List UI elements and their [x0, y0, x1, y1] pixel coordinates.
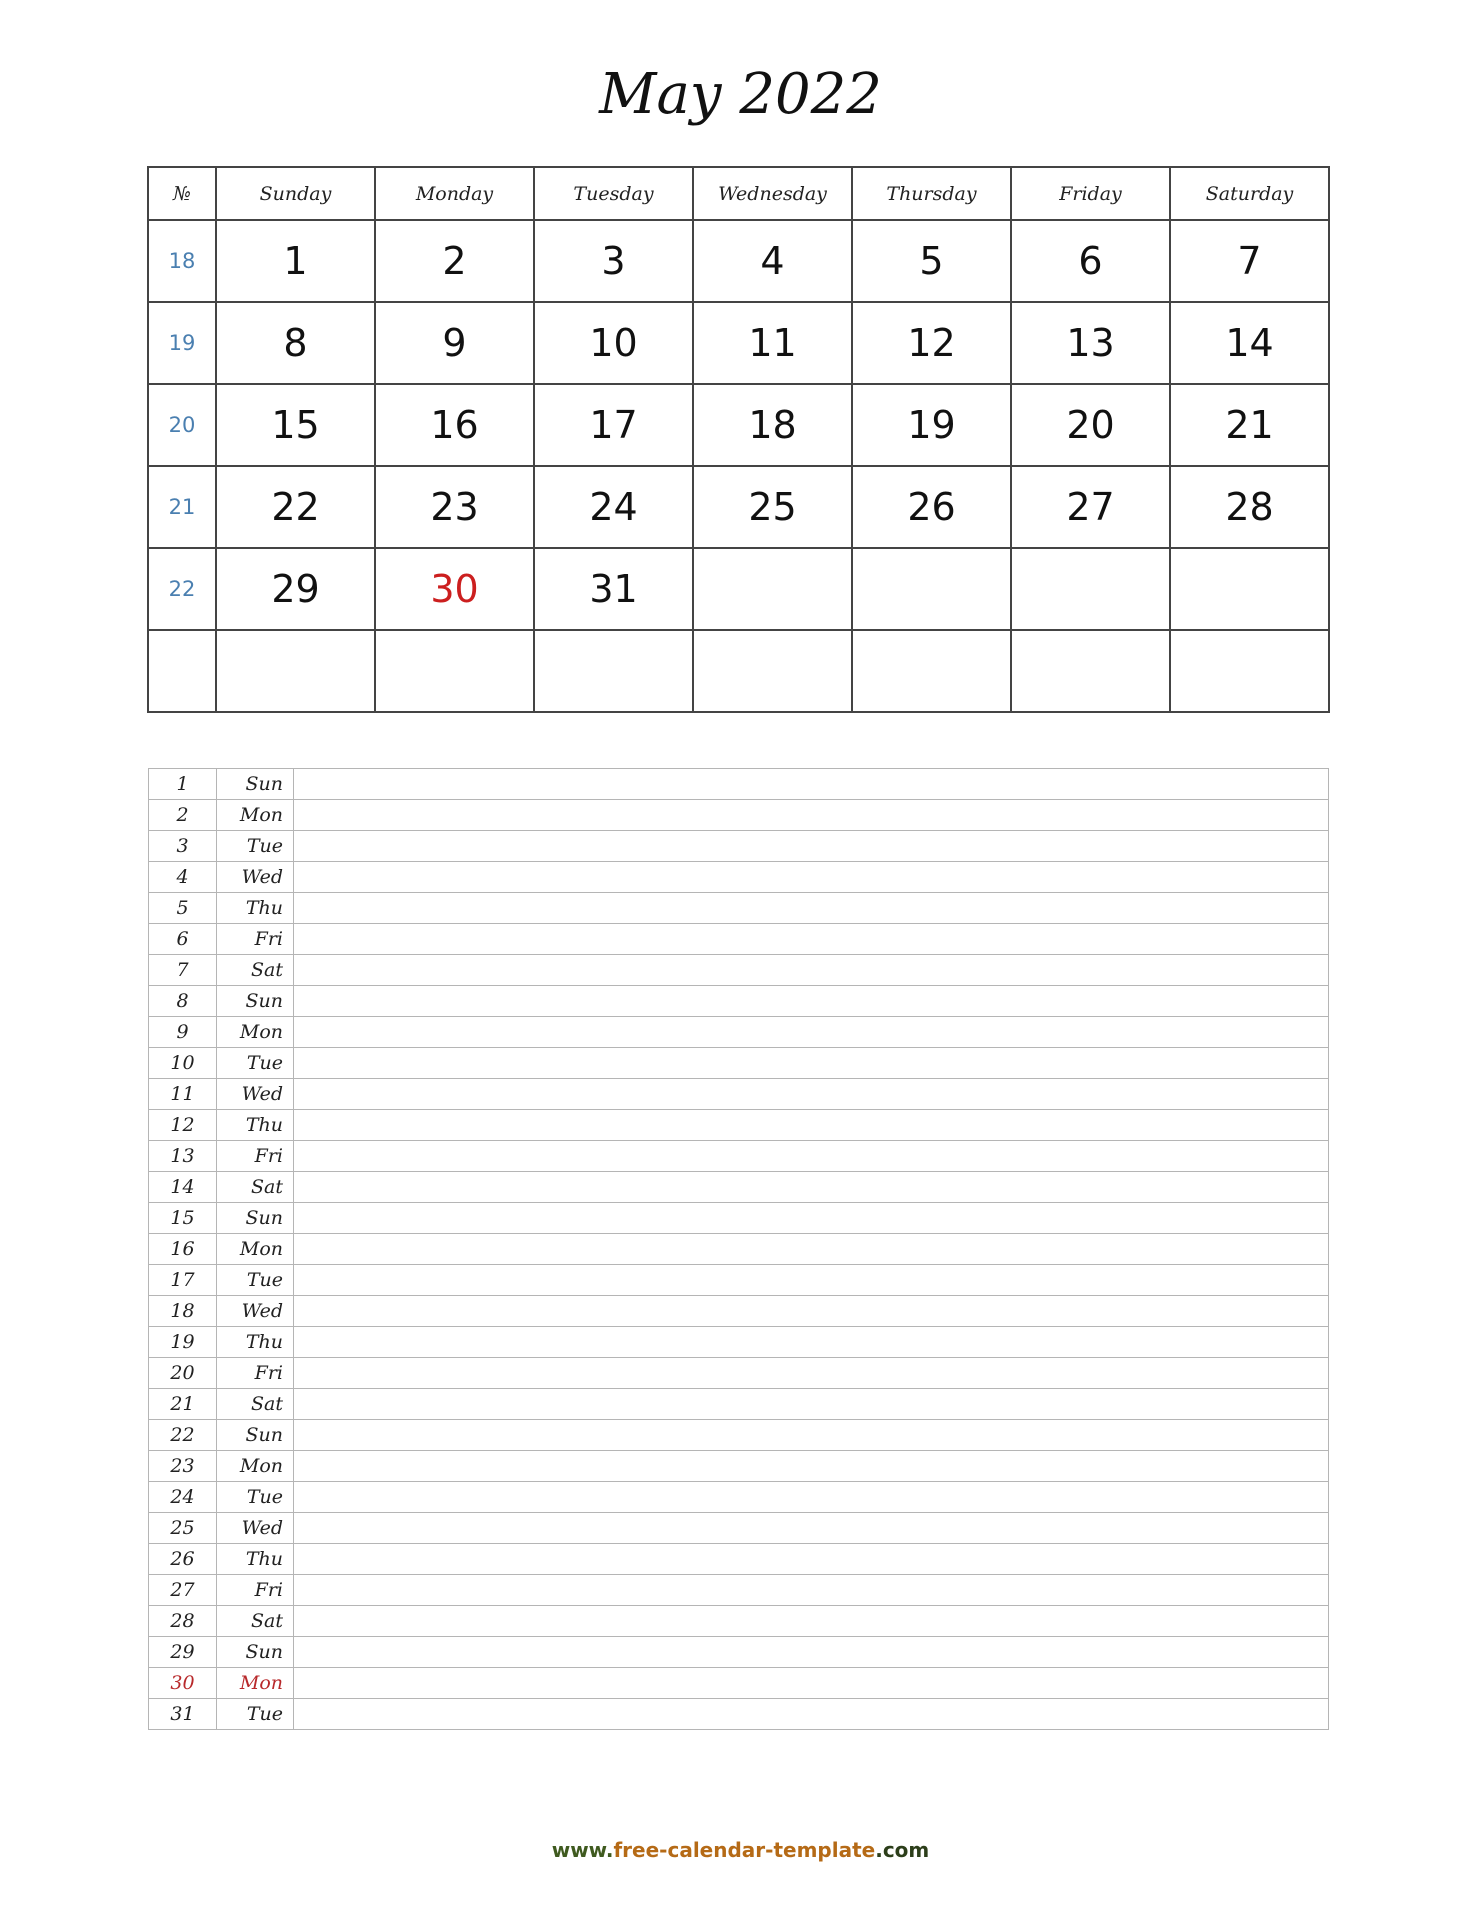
list-day-number: 21 — [149, 1389, 217, 1420]
day-cell: 2 — [375, 220, 534, 302]
list-day-number: 2 — [149, 800, 217, 831]
calendar-title: May 2022 — [599, 62, 882, 127]
list-weekday-name: Wed — [217, 1296, 294, 1327]
list-weekday-name: Thu — [217, 1110, 294, 1141]
list-item — [149, 1327, 1329, 1358]
list-item — [149, 924, 1329, 955]
empty-day-cell — [852, 630, 1011, 712]
list-item — [149, 1606, 1329, 1637]
list-day-number: 30 — [149, 1668, 217, 1699]
list-weekday-name: Thu — [217, 1544, 294, 1575]
list-item — [149, 1203, 1329, 1234]
list-day-number: 15 — [149, 1203, 217, 1234]
empty-day-cell — [534, 630, 693, 712]
note-line[interactable] — [294, 1048, 1329, 1079]
list-weekday-name: Tue — [217, 1048, 294, 1079]
note-line[interactable] — [294, 1079, 1329, 1110]
list-item — [149, 1265, 1329, 1296]
list-weekday-name: Sat — [217, 1606, 294, 1637]
footer-prefix: www. — [551, 1838, 614, 1862]
list-weekday-name: Mon — [217, 1668, 294, 1699]
list-weekday-name: Sun — [217, 1420, 294, 1451]
empty-day-cell — [852, 548, 1011, 630]
list-day-number: 12 — [149, 1110, 217, 1141]
note-line[interactable] — [294, 1172, 1329, 1203]
list-weekday-name: Sun — [217, 769, 294, 800]
day-cell: 5 — [852, 220, 1011, 302]
note-line[interactable] — [294, 1482, 1329, 1513]
note-line[interactable] — [294, 986, 1329, 1017]
list-item — [149, 1482, 1329, 1513]
list-weekday-name: Thu — [217, 893, 294, 924]
day-cell: 17 — [534, 384, 693, 466]
list-item — [149, 862, 1329, 893]
list-weekday-name: Sun — [217, 1203, 294, 1234]
list-day-number: 4 — [149, 862, 217, 893]
note-line[interactable] — [294, 800, 1329, 831]
list-day-number: 24 — [149, 1482, 217, 1513]
weekday-header-saturday: Saturday — [1170, 167, 1329, 220]
weekday-header-monday: Monday — [375, 167, 534, 220]
day-cell: 31 — [534, 548, 693, 630]
list-weekday-name: Wed — [217, 1079, 294, 1110]
list-day-number: 20 — [149, 1358, 217, 1389]
list-day-number: 19 — [149, 1327, 217, 1358]
list-item — [149, 1358, 1329, 1389]
day-cell: 23 — [375, 466, 534, 548]
note-line[interactable] — [294, 1668, 1329, 1699]
day-cell: 11 — [693, 302, 852, 384]
note-line[interactable] — [294, 862, 1329, 893]
list-day-number: 13 — [149, 1141, 217, 1172]
list-day-number: 14 — [149, 1172, 217, 1203]
day-cell: 21 — [1170, 384, 1329, 466]
list-weekday-name: Sat — [217, 1389, 294, 1420]
day-cell: 4 — [693, 220, 852, 302]
list-weekday-name: Sat — [217, 1172, 294, 1203]
empty-day-cell — [693, 630, 852, 712]
list-day-number: 18 — [149, 1296, 217, 1327]
note-line[interactable] — [294, 893, 1329, 924]
daily-notes-body — [149, 769, 1329, 1730]
note-line[interactable] — [294, 1637, 1329, 1668]
list-item — [149, 769, 1329, 800]
day-cell: 20 — [1011, 384, 1170, 466]
list-day-number: 7 — [149, 955, 217, 986]
note-line[interactable] — [294, 924, 1329, 955]
day-cell: 14 — [1170, 302, 1329, 384]
list-day-number: 16 — [149, 1234, 217, 1265]
list-weekday-name: Fri — [217, 1358, 294, 1389]
list-item — [149, 986, 1329, 1017]
list-day-number: 5 — [149, 893, 217, 924]
day-cell: 29 — [216, 548, 375, 630]
list-item — [149, 1141, 1329, 1172]
list-day-number: 23 — [149, 1451, 217, 1482]
empty-day-cell — [1170, 630, 1329, 712]
list-item — [149, 1513, 1329, 1544]
note-line[interactable] — [294, 1451, 1329, 1482]
weekday-header-tuesday: Tuesday — [534, 167, 693, 220]
list-item — [149, 1637, 1329, 1668]
list-day-number: 10 — [149, 1048, 217, 1079]
list-item — [149, 831, 1329, 862]
note-line[interactable] — [294, 1203, 1329, 1234]
day-cell: 22 — [216, 466, 375, 548]
footer-website — [0, 1838, 1481, 1862]
list-day-number: 1 — [149, 769, 217, 800]
note-line[interactable] — [294, 1575, 1329, 1606]
daily-notes-list — [148, 768, 1329, 1730]
note-line[interactable] — [294, 1327, 1329, 1358]
list-item — [149, 1048, 1329, 1079]
list-weekday-name: Fri — [217, 1575, 294, 1606]
week-number: 22 — [148, 548, 216, 630]
note-line[interactable] — [294, 1358, 1329, 1389]
weekday-header-friday: Friday — [1011, 167, 1170, 220]
list-weekday-name: Fri — [217, 1141, 294, 1172]
note-line[interactable] — [294, 1017, 1329, 1048]
list-day-number: 8 — [149, 986, 217, 1017]
footer-suffix: .com — [875, 1838, 930, 1862]
empty-day-cell — [375, 630, 534, 712]
note-line[interactable] — [294, 1265, 1329, 1296]
list-weekday-name: Mon — [217, 1234, 294, 1265]
list-day-number: 22 — [149, 1420, 217, 1451]
list-item — [149, 1172, 1329, 1203]
day-cell: 26 — [852, 466, 1011, 548]
list-day-number: 6 — [149, 924, 217, 955]
list-weekday-name: Tue — [217, 1482, 294, 1513]
weekday-header-sunday: Sunday — [216, 167, 375, 220]
note-line[interactable] — [294, 1141, 1329, 1172]
note-line[interactable] — [294, 1110, 1329, 1141]
list-day-number: 17 — [149, 1265, 217, 1296]
week-row — [148, 630, 1329, 712]
list-weekday-name: Sun — [217, 1637, 294, 1668]
list-weekday-name: Wed — [217, 1513, 294, 1544]
day-cell: 3 — [534, 220, 693, 302]
day-cell: 9 — [375, 302, 534, 384]
list-weekday-name: Mon — [217, 800, 294, 831]
week-row — [148, 302, 1329, 384]
list-item — [149, 800, 1329, 831]
day-cell: 6 — [1011, 220, 1170, 302]
note-line[interactable] — [294, 1296, 1329, 1327]
week-number — [148, 630, 216, 712]
list-day-number: 9 — [149, 1017, 217, 1048]
list-day-number: 27 — [149, 1575, 217, 1606]
note-line[interactable] — [294, 955, 1329, 986]
empty-day-cell — [1170, 548, 1329, 630]
weekday-header-wednesday: Wednesday — [693, 167, 852, 220]
list-item — [149, 1420, 1329, 1451]
day-cell: 16 — [375, 384, 534, 466]
day-cell: 13 — [1011, 302, 1170, 384]
list-weekday-name: Fri — [217, 924, 294, 955]
weekday-header-row — [148, 167, 1329, 220]
list-day-number: 25 — [149, 1513, 217, 1544]
note-line[interactable] — [294, 1699, 1329, 1730]
list-weekday-name: Mon — [217, 1451, 294, 1482]
list-day-number: 28 — [149, 1606, 217, 1637]
note-line[interactable] — [294, 1544, 1329, 1575]
note-line[interactable] — [294, 769, 1329, 800]
note-line[interactable] — [294, 1234, 1329, 1265]
day-cell: 12 — [852, 302, 1011, 384]
list-item — [149, 1668, 1329, 1699]
list-weekday-name: Sat — [217, 955, 294, 986]
day-cell: 7 — [1170, 220, 1329, 302]
day-cell: 18 — [693, 384, 852, 466]
list-item — [149, 1575, 1329, 1606]
list-item — [149, 1296, 1329, 1327]
day-cell: 15 — [216, 384, 375, 466]
day-cell: 19 — [852, 384, 1011, 466]
week-row — [148, 466, 1329, 548]
list-item — [149, 1389, 1329, 1420]
list-day-number: 11 — [149, 1079, 217, 1110]
day-cell: 30 — [375, 548, 534, 630]
list-item — [149, 1699, 1329, 1730]
day-cell: 1 — [216, 220, 375, 302]
list-item — [149, 893, 1329, 924]
list-item — [149, 1234, 1329, 1265]
list-weekday-name: Thu — [217, 1327, 294, 1358]
weekday-header-thursday: Thursday — [852, 167, 1011, 220]
week-number-header: № — [148, 167, 216, 220]
empty-day-cell — [693, 548, 852, 630]
list-item — [149, 1544, 1329, 1575]
note-line[interactable] — [294, 1389, 1329, 1420]
empty-day-cell — [216, 630, 375, 712]
day-cell: 8 — [216, 302, 375, 384]
note-line[interactable] — [294, 1606, 1329, 1637]
day-cell: 24 — [534, 466, 693, 548]
list-weekday-name: Tue — [217, 831, 294, 862]
day-cell: 27 — [1011, 466, 1170, 548]
list-day-number: 31 — [149, 1699, 217, 1730]
list-weekday-name: Mon — [217, 1017, 294, 1048]
list-item — [149, 955, 1329, 986]
empty-day-cell — [1011, 630, 1170, 712]
note-line[interactable] — [294, 1420, 1329, 1451]
week-row — [148, 220, 1329, 302]
list-weekday-name: Tue — [217, 1265, 294, 1296]
week-number: 19 — [148, 302, 216, 384]
week-number: 20 — [148, 384, 216, 466]
list-day-number: 29 — [149, 1637, 217, 1668]
day-cell: 28 — [1170, 466, 1329, 548]
note-line[interactable] — [294, 1513, 1329, 1544]
footer-domain: free-calendar-template — [613, 1838, 876, 1862]
list-item — [149, 1451, 1329, 1482]
week-number: 18 — [148, 220, 216, 302]
list-weekday-name: Sun — [217, 986, 294, 1017]
list-item — [149, 1017, 1329, 1048]
month-grid — [147, 166, 1330, 713]
list-day-number: 3 — [149, 831, 217, 862]
note-line[interactable] — [294, 831, 1329, 862]
week-row — [148, 384, 1329, 466]
list-item — [149, 1110, 1329, 1141]
month-body — [148, 220, 1329, 712]
empty-day-cell — [1011, 548, 1170, 630]
day-cell: 25 — [693, 466, 852, 548]
list-weekday-name: Tue — [217, 1699, 294, 1730]
week-number: 21 — [148, 466, 216, 548]
list-item — [149, 1079, 1329, 1110]
day-cell: 10 — [534, 302, 693, 384]
week-row — [148, 548, 1329, 630]
list-weekday-name: Wed — [217, 862, 294, 893]
list-day-number: 26 — [149, 1544, 217, 1575]
